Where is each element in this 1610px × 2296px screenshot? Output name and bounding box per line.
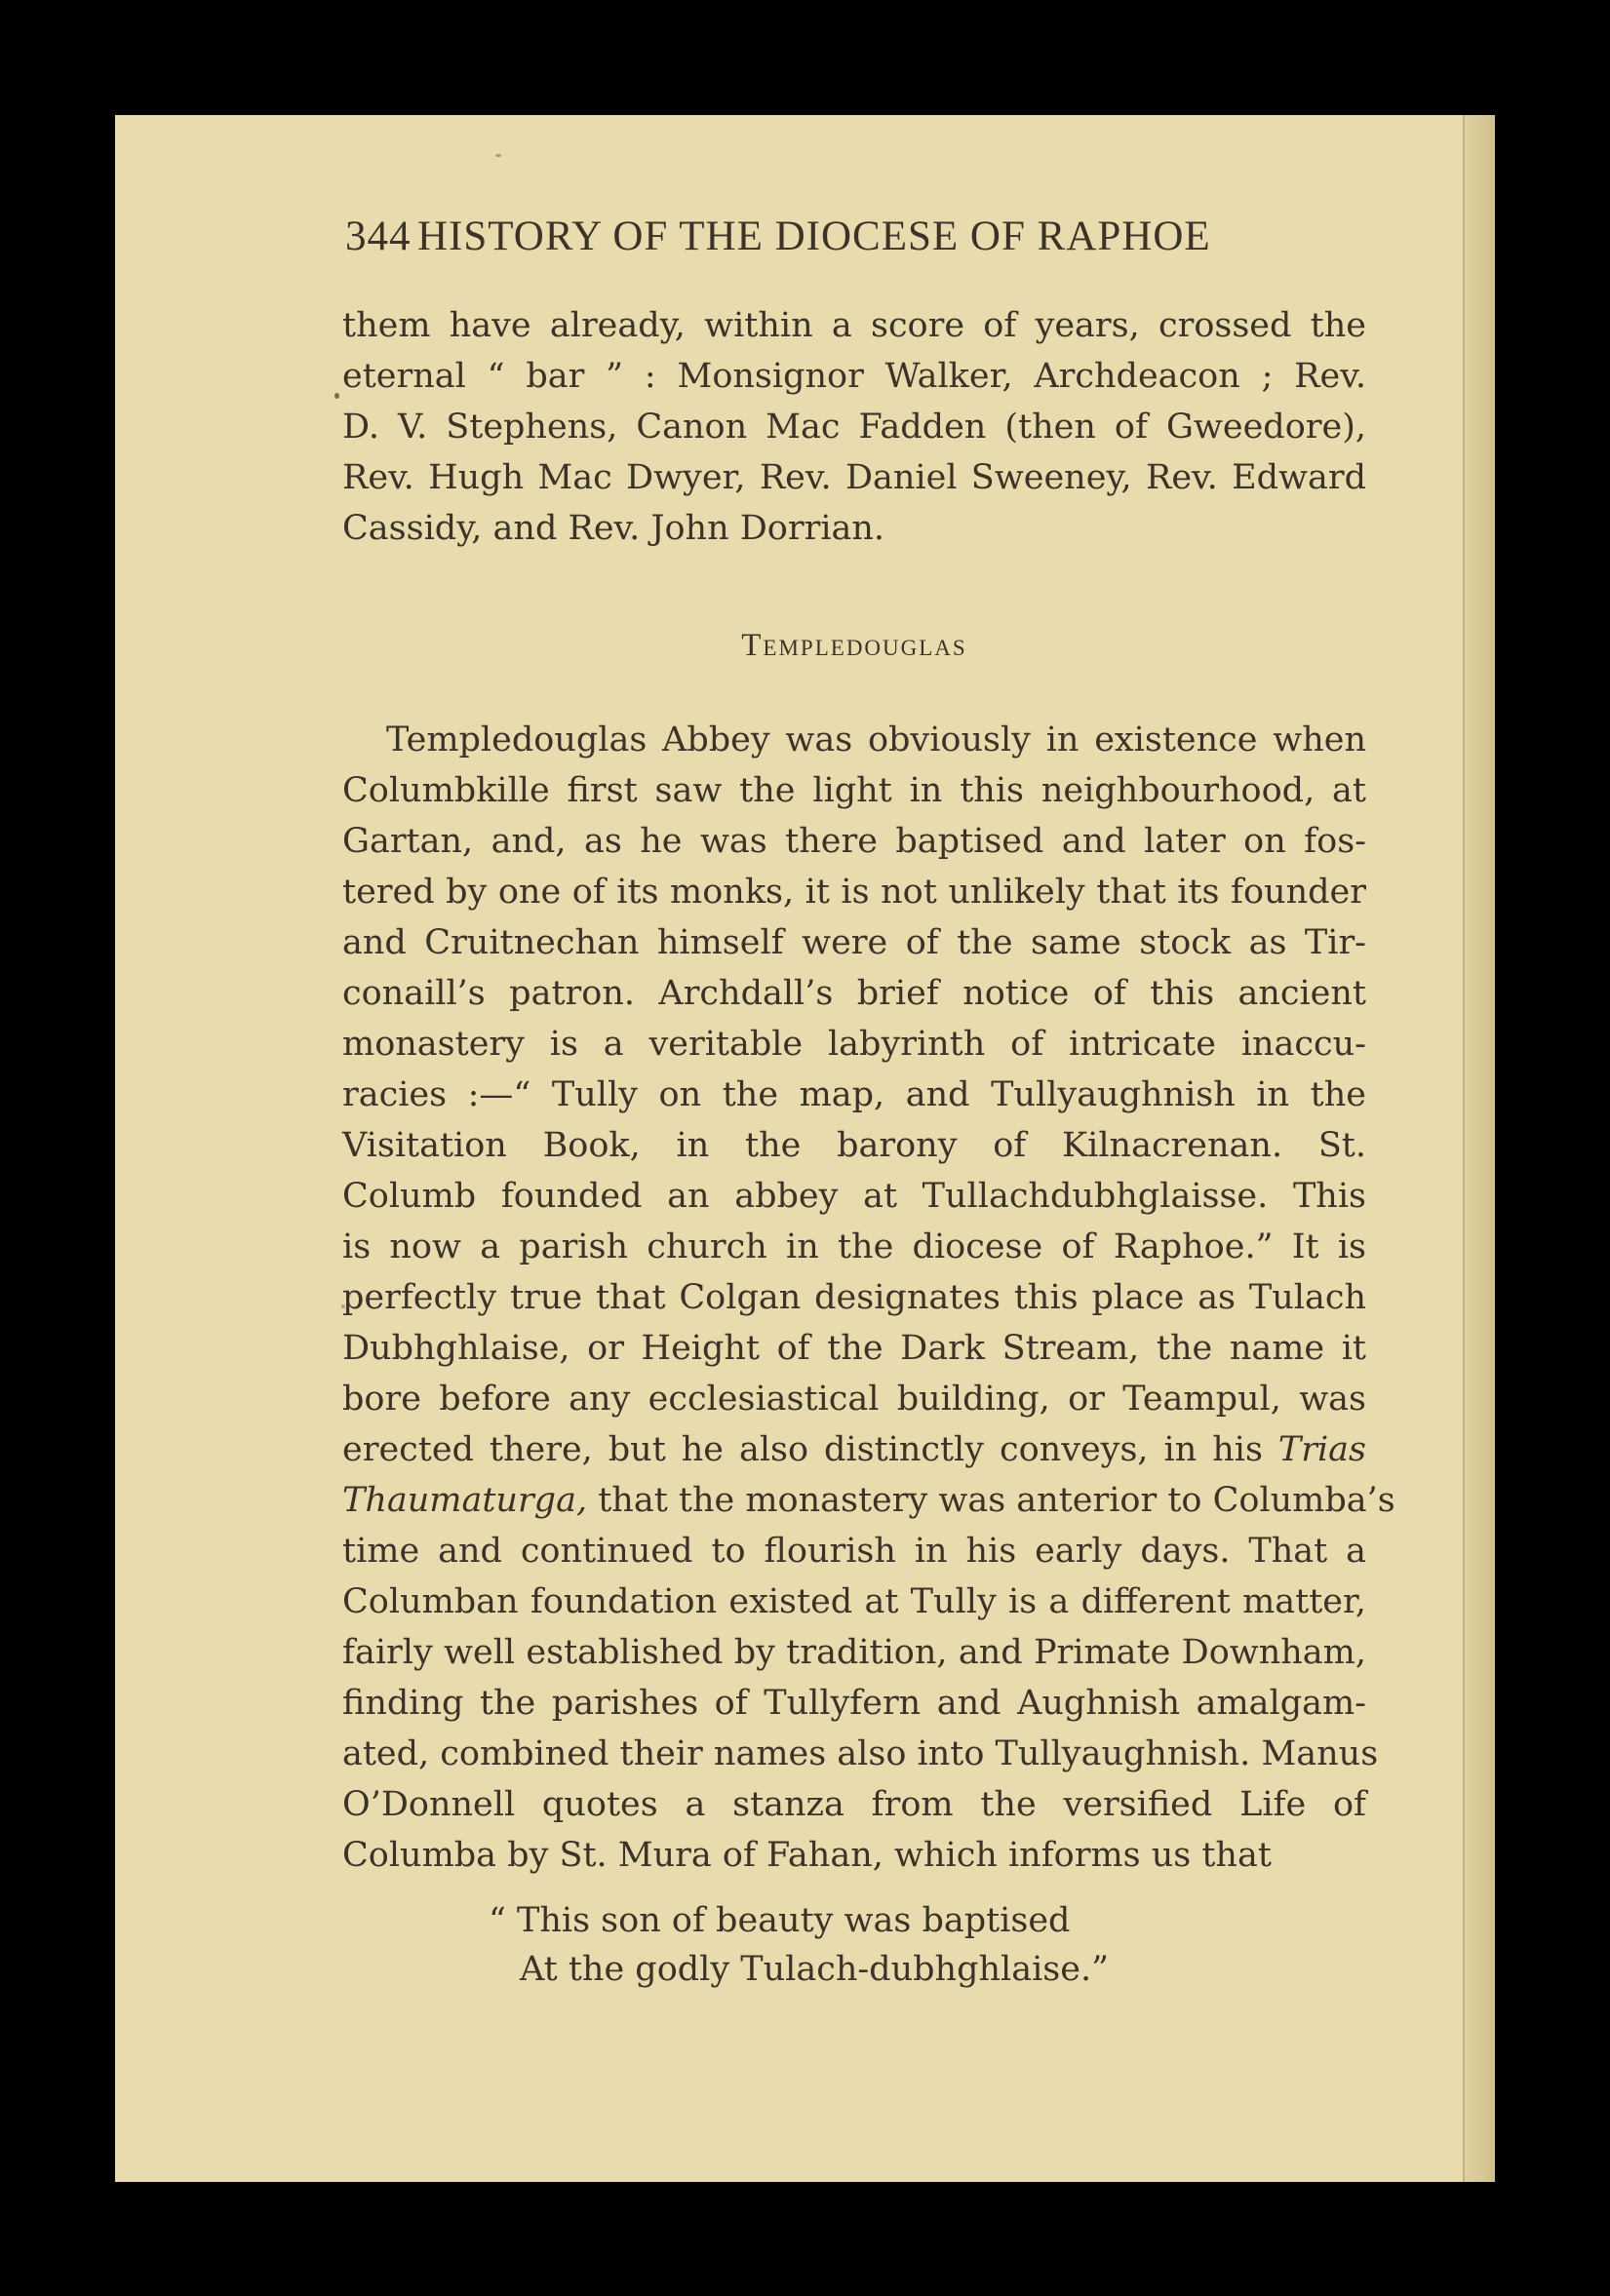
text-line: Rev. Hugh Mac Dwyer, Rev. Daniel Sweeney, Rev. Edward: [342, 458, 1366, 497]
text-line: Columb founded an abbey at Tullachdubhglaisse. This: [342, 1177, 1366, 1216]
text-line: Cassidy, and Rev. John Dorrian.: [342, 509, 885, 548]
text-line: bore before any ecclesiastical building, or Teampul, was: [342, 1380, 1366, 1419]
text-line: perfectly true that Colgan designates this place as Tulach: [342, 1278, 1366, 1317]
text-line: is now a parish church in the diocese of Raphoe.” It is: [342, 1227, 1366, 1266]
running-title: HISTORY OF THE DIOCESE OF RAPHOE: [417, 214, 1211, 259]
page-edge: [1463, 115, 1495, 2182]
text-line: finding the parishes of Tullyfern and Aughnish amalgam-: [342, 1684, 1366, 1723]
text-line-with-italic: [342, 1475, 1395, 1526]
body-text: [342, 300, 1395, 1994]
line-tail-text: that the monastery was anterior to Columba’s: [598, 1481, 1395, 1520]
text-line: Templedouglas Abbey was obviously in existence when: [386, 720, 1366, 759]
text-line-with-italic: [342, 1424, 1366, 1475]
text-line: O’Donnell quotes a stanza from the versified Life of: [342, 1785, 1366, 1824]
text-line: Visitation Book, in the barony of Kilnacrenan. St.: [342, 1126, 1366, 1165]
verse-line: “ This son of beauty was baptised: [489, 1901, 1071, 1940]
text-line: racies :—“ Tully on the map, and Tullyaughnish in the: [342, 1075, 1366, 1114]
text-line: tered by one of its monks, it is not unlikely that its founder: [342, 873, 1366, 912]
page-number: 344: [345, 214, 412, 259]
text-line: conaill’s patron. Archdall’s brief notice of this ancient: [342, 974, 1366, 1013]
section-heading-block: [342, 554, 1366, 715]
section-paragraph: [342, 715, 1395, 1881]
text-line: eternal “ bar ” : Monsignor Walker, Archdeacon ; Rev.: [342, 357, 1366, 396]
verse-line: At the godly Tulach-dubhghlaise.”: [520, 1950, 1109, 1989]
text-line: monastery is a veritable labyrinth of intricate inaccu-: [342, 1025, 1366, 1064]
text-line: ated, combined their names also into Tullyaughnish. Manus: [342, 1734, 1379, 1773]
continuation-paragraph: [342, 300, 1366, 554]
italic-title-trias: Trias: [1277, 1430, 1366, 1469]
ink-speck: [334, 393, 339, 399]
text-line: D. V. Stephens, Canon Mac Fadden (then of Gweedore),: [342, 408, 1366, 447]
verse-quote: [342, 1896, 1366, 1994]
line-lead-text: erected there, but he also distinctly conveys, in his: [342, 1430, 1263, 1469]
text-line: Columban foundation existed at Tully is a different matter,: [342, 1582, 1366, 1621]
text-line: Dubhghlaise, or Height of the Dark Stream, the name it: [342, 1329, 1366, 1368]
scanned-page: [115, 115, 1495, 2182]
text-line: and Cruitnechan himself were of the same stock as Tir-: [342, 923, 1366, 962]
section-heading: Templedouglas: [741, 628, 967, 663]
text-line: Columba by St. Mura of Fahan, which informs us that: [342, 1836, 1272, 1875]
text-line: Columbkille first saw the light in this neighbourhood, at: [342, 771, 1366, 810]
running-head: [345, 213, 1364, 271]
text-line: Gartan, and, as he was there baptised and later on fos-: [342, 822, 1366, 861]
text-line: time and continued to flourish in his early days. That a: [342, 1532, 1366, 1571]
italic-title-thaumaturga: Thaumaturga,: [342, 1481, 588, 1520]
ink-speck: [495, 154, 501, 157]
text-line: them have already, within a score of years, crossed the: [342, 306, 1366, 345]
text-line: fairly well established by tradition, and Primate Downham,: [342, 1633, 1366, 1672]
